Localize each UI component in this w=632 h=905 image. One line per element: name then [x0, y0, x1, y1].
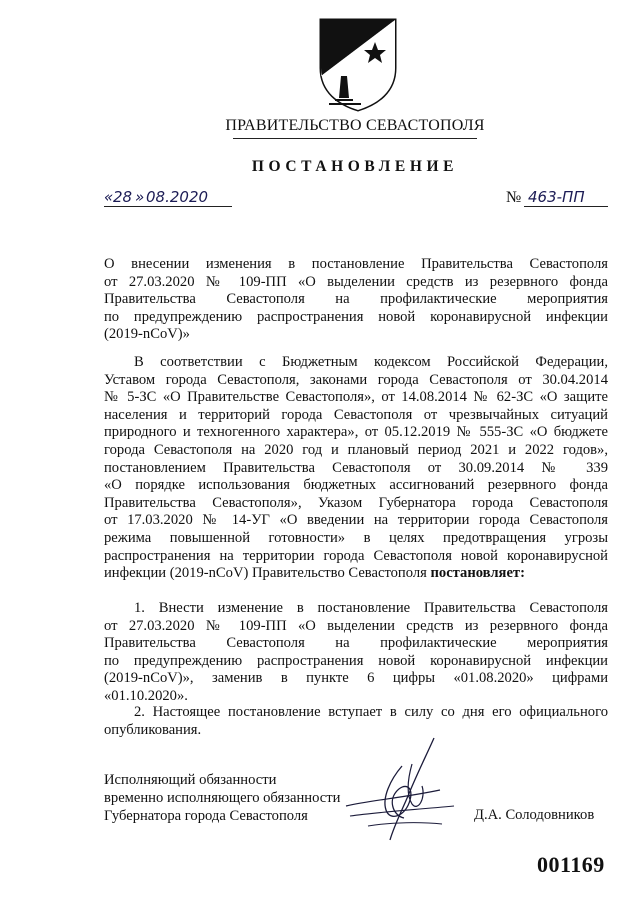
number-sign: № [506, 189, 522, 206]
preamble-line: режима повышенной готовности» в целях предотвращения угрозы [104, 529, 608, 546]
document-number [506, 188, 608, 210]
preamble-last-line [104, 565, 608, 583]
item2-line: 2. Настоящее постановление вступает в силу со дня его официального [134, 704, 608, 720]
preamble-line: города Севастополя на 2020 год и плановый период 2021 и 2022 годов», [104, 441, 608, 458]
title-line: О внесении изменения в постановление Правительства Севастополя [104, 256, 608, 272]
government-name: ПРАВИТЕЛЬСТВО СЕВАСТОПОЛЯ [225, 117, 485, 134]
header-rule [233, 138, 477, 139]
preamble-line: «О порядке использования бюджетных ассигнований резервного фонда [104, 477, 608, 494]
preamble-line: инфекции (2019-nCoV) Правительство Севастополя [104, 565, 427, 582]
preamble-line: от 17.03.2020 № 14-УГ «О введении на территории города Севастополя [104, 512, 608, 529]
item1-line: по предупреждению распространения новой коронавирусной инфекции [104, 652, 608, 669]
signatory-name: Д.А. Солодовников [474, 807, 595, 823]
handwritten-signature-icon [342, 736, 460, 844]
item1-line: от 27.03.2020 № 109-ПП «О выделении средств из резервного фонда [104, 617, 608, 634]
serial-number: 001169 [537, 852, 605, 877]
preamble-line: Правительства Севастополя», Указом Губернатора города Севастополя [104, 494, 608, 511]
position-line: Исполняющий обязанности [104, 772, 277, 788]
document-date [104, 188, 232, 210]
title-line: от 27.03.2020 № 109-ПП «О выделении средств из резервного фонда [104, 273, 608, 290]
preamble-line: В соответствии с Бюджетным кодексом Российской Федерации, [134, 354, 608, 370]
decree-word: постановляет: [430, 565, 525, 582]
number-value: 463-ПП [528, 188, 585, 206]
preamble-line: распространения на территории города Севастополя новой коронавирусной [104, 547, 608, 564]
preamble-line: природного и техногенного характера», от 05.12.2019 № 555-ЗС «О бюджете [104, 424, 608, 441]
coat-of-arms-icon [317, 16, 399, 112]
item2-line: опубликования. [104, 721, 202, 738]
preamble-line: № 5-ЗС «О Правительстве Севастополя», от 14.08.2014 № 62-ЗС «О защите [104, 389, 608, 406]
preamble-line: Уставом города Севастополя, законами города Севастополя от 30.04.2014 [104, 371, 608, 388]
position-line: Губернатора города Севастополя [104, 807, 308, 824]
date-quote-close: » [135, 188, 145, 206]
item1-line: 1. Внести изменение в постановление Правительства Севастополя [134, 600, 608, 616]
item1-line: Правительства Севастополя на профилактические мероприятия [104, 635, 608, 652]
decree-item-2 [104, 704, 608, 739]
signatory-position [104, 772, 340, 825]
date-quote-open: « [104, 188, 114, 206]
document-title [104, 256, 608, 344]
item1-line: «01.10.2020». [104, 687, 188, 704]
date-underline [104, 206, 232, 207]
title-line: (2019-nCoV)» [104, 326, 190, 343]
date-day: 28 [113, 188, 133, 206]
title-line: Правительства Севастополя на профилактические мероприятия [104, 291, 608, 308]
number-underline [524, 206, 608, 207]
preamble-paragraph [104, 354, 608, 583]
item1-line: (2019-nCoV)», заменив в пункте 6 цифры «01.08.2020» цифрами [104, 670, 608, 687]
position-line: временно исполняющего обязанности [104, 789, 341, 806]
preamble-line: постановлением Правительства Севастополя от 30.09.2014 № 339 [104, 459, 608, 476]
document-type: ПОСТАНОВЛЕНИЕ [251, 158, 459, 175]
preamble-line: населения и территорий города Севастополя от чрезвычайных ситуаций [104, 406, 608, 423]
date-month-year: 08.2020 [146, 188, 209, 206]
decree-item-1 [104, 600, 608, 706]
title-line: по предупреждению распространения новой коронавирусной инфекции [104, 308, 608, 325]
